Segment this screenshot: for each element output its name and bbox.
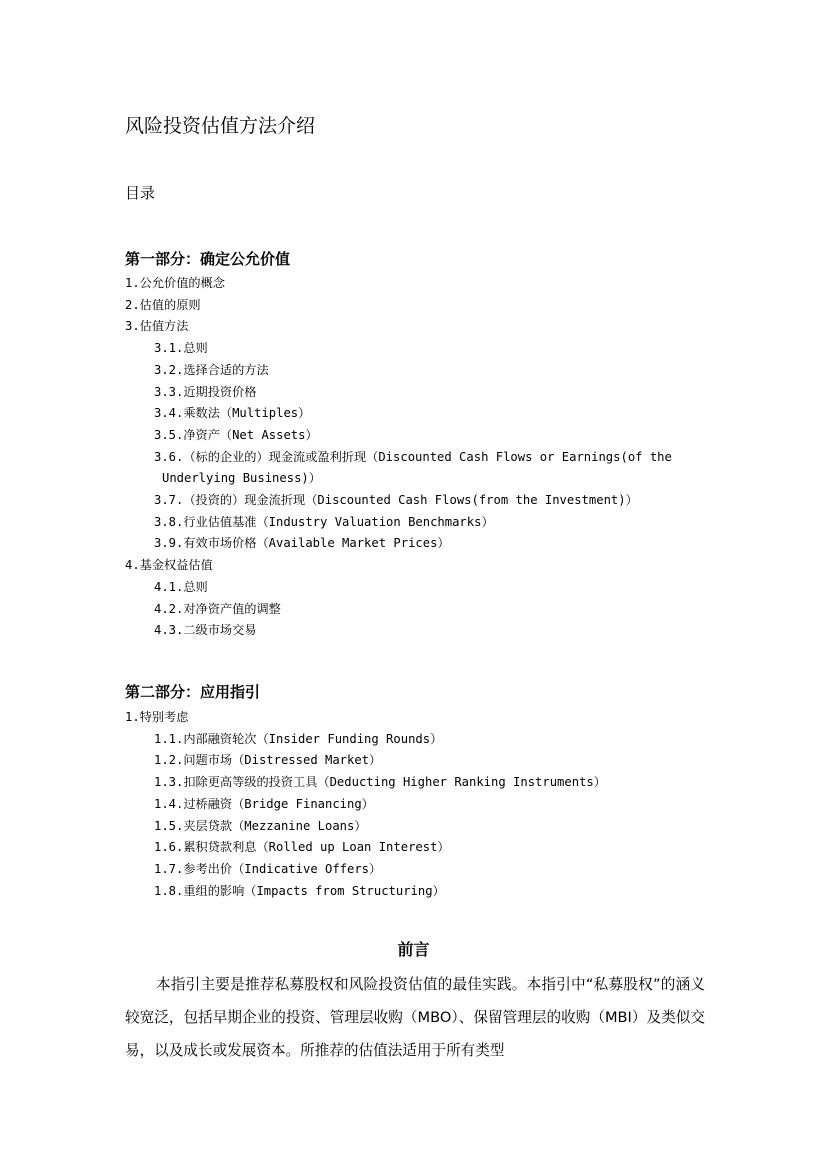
toc-item: 1.2.问题市场（Distressed Market） — [154, 753, 382, 768]
toc-item: 4.3.二级市场交易 — [154, 623, 257, 638]
part2-heading: 第二部分：应用指引 — [125, 683, 261, 701]
preface-heading: 前言 — [397, 940, 430, 959]
toc-item: 1.4.过桥融资（Bridge Financing） — [154, 796, 374, 811]
toc-item: 1.3.扣除更高等级的投资工具（Deducting Higher Ranking Instruments） — [154, 775, 606, 790]
toc-item: 3.8.行业估值基准（Industry Valuation Benchmarks） — [154, 514, 494, 529]
toc-label: 目录 — [125, 184, 156, 202]
toc-item: 3.6.（标的企业的）现金流或盈利折现（Discounted Cash Flows or Earnings(of the Underlying Business)） — [154, 449, 672, 486]
toc-item: 1.特别考虑 — [125, 710, 189, 724]
toc-item: 2.估值的原则 — [125, 297, 201, 312]
toc-item: 1.1.内部融资轮次（Insider Funding Rounds） — [154, 731, 443, 746]
toc-item: 4.2.对净资产值的调整 — [154, 601, 281, 616]
toc-item: 3.4.乘数法（Multiples） — [154, 406, 311, 421]
toc-item: 3.5.净资产（Net Assets） — [154, 427, 318, 442]
document-title: 风险投资估值方法介绍 — [125, 115, 316, 137]
part1-heading: 第一部分：确定公允价值 — [125, 250, 291, 268]
part1-toc-list — [125, 273, 725, 642]
toc-item: 1.8.重组的影响（Impacts from Structuring） — [154, 883, 445, 898]
toc-item: 1.6.累积贷款利息（Rolled up Loan Interest） — [154, 840, 450, 855]
toc-item: 3.7.（投资的）现金流折现（Discounted Cash Flows(from the Investment)） — [154, 493, 638, 508]
toc-item: 3.1.总则 — [154, 341, 208, 356]
toc-item: 3.3.近期投资价格 — [154, 384, 257, 399]
toc-item: 3.9.有效市场价格（Available Market Prices） — [154, 536, 450, 551]
toc-item: 1.7.参考出价（Indicative Offers） — [154, 861, 382, 876]
toc-item: 1.5.夹层贷款（Mezzanine Loans） — [154, 818, 367, 833]
toc-item: 4.1.总则 — [154, 579, 208, 594]
toc-item: 1.公允价值的概念 — [125, 276, 225, 290]
preface-paragraph: 本指引主要是推荐私募股权和风险投资估值的最佳实践。本指引中“私募股权”的涵义较宽泛，包括早期企业的投资、管理层收购（MBO）、保留管理层的收购（MBI）及类似交易，以及成长或发展资本。所推荐的估值法适用于所有类型 — [125, 976, 705, 1059]
toc-item: 3.2.选择合适的方法 — [154, 362, 269, 377]
toc-item: 3.估值方法 — [125, 319, 189, 334]
toc-item: 4.基金权益估值 — [125, 558, 213, 573]
part2-toc-list — [125, 707, 725, 902]
